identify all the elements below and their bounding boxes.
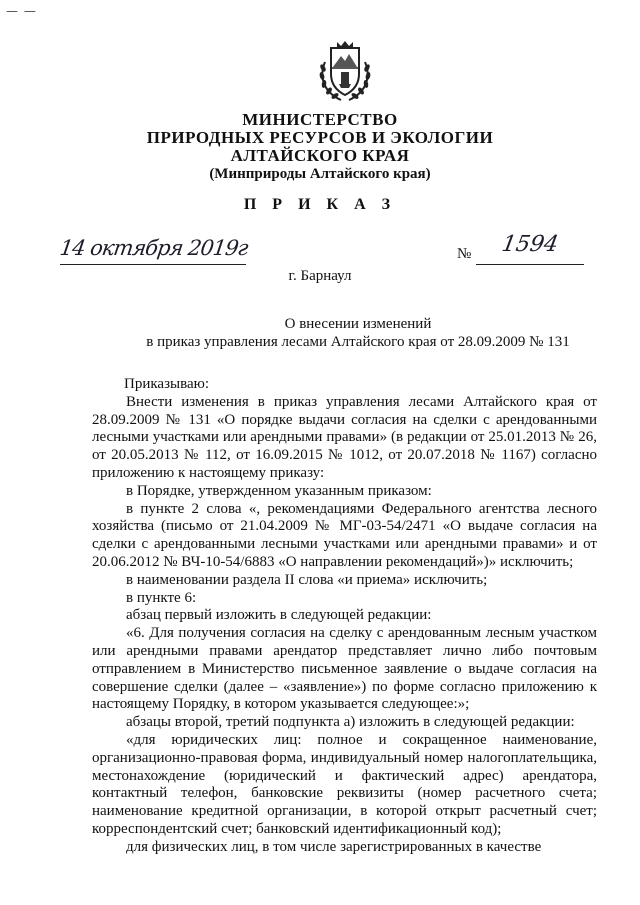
- scan-mark: — —: [6, 4, 37, 18]
- paragraph: «для юридических лиц: полное и сокращенное наименование, организационно-правовая форма, индивидуальный номер налогоплательщика, местонахождение (юридический и фактический адрес) арендатора, контактный телефон, банковские реквизиты (номер расчетного счета; наименование кредитной организации, в которой открыт расчетный счет; корреспондентский счет; банковский идентификационный код);: [92, 731, 597, 837]
- subject-line1: О внесении изменений: [284, 316, 432, 332]
- city-name: г. Барнаул: [288, 268, 352, 284]
- ministry-title-line3: АЛТАЙСКОГО КРАЯ: [230, 146, 410, 165]
- paragraph: «6. Для получения согласия на сделку с арендованным лесным участком или арендными правами арендатор представляет лично либо почтовым отправлением в Министерство письменное заявление о выдаче согласия на совершение сделки (далее – «заявление») по форме согласно приложению к настоящему Порядку, в котором указывается следующее:»;: [92, 625, 597, 713]
- ministry-title-line1: МИНИСТЕРСТВО: [242, 110, 398, 129]
- coat-of-arms-icon: [311, 38, 379, 106]
- date-underline: [60, 264, 246, 265]
- number-sign: №: [457, 246, 472, 262]
- paragraph: в пункте 2 слова «, рекомендациями Федерального агентства лесного хозяйства (письмо от 21.04.2009 № МГ-03-54/2471 «О выдаче согласия на сделки с арендованными лесными участками или арендными правами» и от 20.06.2012 № ВЧ-10-54/6883 «О направлении рекомендаций»)» исключить;: [92, 500, 597, 570]
- number-underline: [476, 264, 584, 265]
- order-title: П Р И К А З: [243, 196, 397, 213]
- paragraph: для физических лиц, в том числе зарегистрированных в качестве: [126, 838, 542, 855]
- paragraph: в пункте 6:: [126, 589, 197, 606]
- paragraph: абзацы второй, третий подпункта а) изложить в следующей редакции:: [126, 714, 575, 731]
- paragraph-intro: Приказываю:: [124, 376, 209, 392]
- order-body: [92, 376, 597, 857]
- handwritten-date: 14 октября 2019г: [58, 236, 249, 260]
- ministry-title-line2: ПРИРОДНЫХ РЕСУРСОВ И ЭКОЛОГИИ: [146, 128, 494, 147]
- paragraph: абзац первый изложить в следующей редакции:: [126, 607, 432, 624]
- paragraph: в Порядке, утвержденном указанным приказом:: [126, 482, 432, 499]
- subject-line2: в приказ управления лесами Алтайского края от 28.09.2009 № 131: [146, 334, 570, 350]
- handwritten-number: 1594: [499, 232, 561, 257]
- paragraph: в наименовании раздела II слова «и приема» исключить;: [126, 571, 488, 588]
- ministry-short-name: (Минприроды Алтайского края): [209, 166, 431, 182]
- paragraph: Внести изменения в приказ управления лесами Алтайского края от 28.09.2009 № 131 «О порядке выдачи согласия на сделки с арендованными лесными участками или арендными правами» (в редакции от 25.01.2013 № 26, от 20.05.2013 № 112, от 16.09.2015 № 1012, от 20.07.2018 № 1167) согласно приложению к настоящему приказу:: [92, 393, 597, 481]
